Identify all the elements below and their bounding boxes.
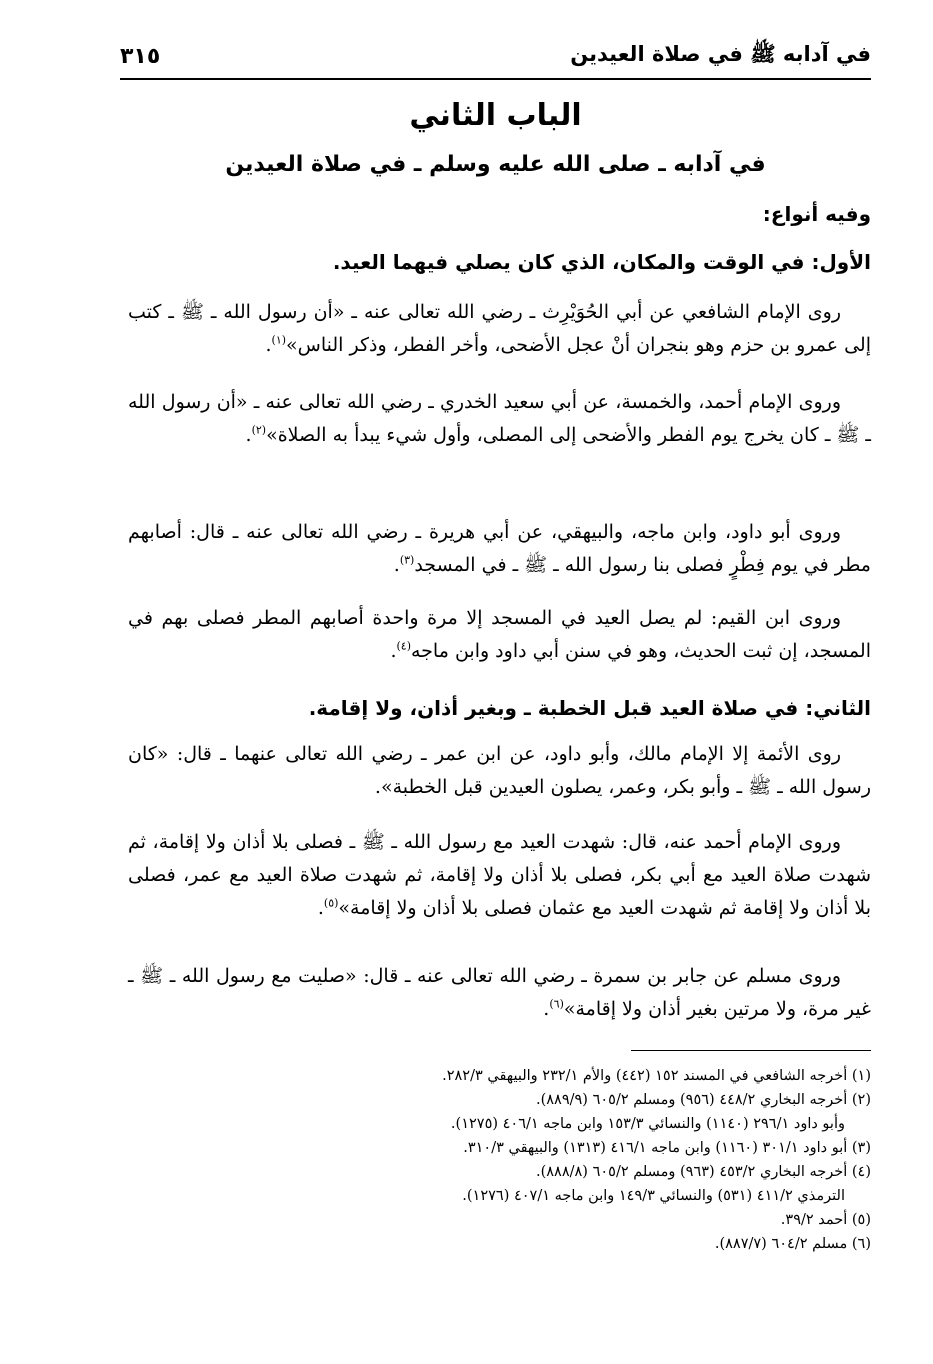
- footnote-ref-5: (٥): [323, 896, 339, 910]
- paragraph-5-text: روى الأئمة إلا الإمام مالك، وأبو داود، عن ابن عمر ـ رضي الله تعالى عنهما ـ قال: «كان رسول الله ـ ﷺ ـ وأبو بكر، وعمر، يصلون العيدين قبل الخطبة».: [128, 743, 871, 798]
- paragraph-3: وروى أبو داود، وابن ماجه، والبيهقي، عن أبي هريرة ـ رضي الله تعالى عنه ـ قال: أصابهم مطر في يوم فِطْرٍ فصلى بنا رسول الله ـ ﷺ ـ في المسجد$^{(٣)}$.: [128, 521, 871, 576]
- footnote-ref-6: (٦): [549, 997, 564, 1011]
- intro-line: [128, 198, 871, 232]
- paragraph-1-text: روى الإمام الشافعي عن أبي الحُوَيْرِث ـ رضي الله تعالى عنه ـ «أن رسول الله ـ ﷺ ـ كتب إلى عمرو بن حزم وهو بنجران أنْ عجل الأضحى، وأخر الفطر، وذكر الناس»: [128, 301, 871, 356]
- footnote-ref-4: (٤): [396, 639, 411, 653]
- running-header: [120, 34, 871, 80]
- footnote-1: (١) أخرجه الشافعي في المسند ١٥٢ (٤٤٢) والأم ٢٣٢/١ والبيهقي ٢٨٢/٣.: [442, 1068, 871, 1084]
- paragraph-2-text: وروى الإمام أحمد، والخمسة، عن أبي سعيد الخدري ـ رضي الله تعالى عنه ـ «أن رسول الله ـ ﷺ ـ كان يخرج يوم الفطر والأضحى إلى المصلى، وأول شيء يبدأ به الصلاة»: [128, 391, 871, 446]
- footnote-3: (٣) أبو داود ٣٠١/١ (١١٦٠) وابن ماجه ٤١٦/١ (١٣١٣) والبيهقي ٣١٠/٣.: [463, 1140, 871, 1156]
- paragraph-3-text: وروى أبو داود، وابن ماجه، والبيهقي، عن أبي هريرة ـ رضي الله تعالى عنه ـ قال: أصابهم مطر في يوم فِطْرٍ فصلى بنا رسول الله ـ ﷺ ـ في المسجد: [128, 521, 871, 576]
- paragraph-6: وروى الإمام أحمد عنه، قال: شهدت العيد مع رسول الله ـ ﷺ ـ فصلى بلا أذان ولا إقامة، ثم شهدت صلاة العيد مع أبي بكر، فصلى بلا أذان ولا إقامة، ثم شهدت صلاة العيد مع عمر، فصلى بلا أذان ولا إقامة ثم شهدت العيد مع عثمان فصلى بلا أذان ولا إقامة»$^{(٥)}$.: [128, 831, 871, 919]
- paragraph-4-text: وروى ابن القيم: لم يصل العيد في المسجد إلا مرة واحدة أصابهم المطر فصلى بهم في المسجد، إن ثبت الحديث، وهو في سنن أبي داود وابن ماجه: [128, 607, 871, 662]
- page-number: ٣١٥: [120, 43, 161, 69]
- footnote-2-continued: وأبو داود ٢٩٦/١ (١١٤٠) والنسائي ١٥٣/٣ وابن ماجه ٤٠٦/١ (١٢٧٥).: [450, 1116, 845, 1132]
- chapter-title: الباب الثاني: [409, 98, 582, 133]
- footnote-divider: [631, 1050, 871, 1051]
- footnote-4-continued: الترمذي ٤١١/٢ (٥٣١) والنسائي ١٤٩/٣ وابن ماجه ٤٠٧/١ (١٢٧٦).: [462, 1188, 845, 1204]
- section-1-heading: [128, 246, 871, 280]
- footnote-ref-2: (٢): [251, 423, 267, 437]
- paragraph-6-text: وروى الإمام أحمد عنه، قال: شهدت العيد مع رسول الله ـ ﷺ ـ فصلى بلا أذان ولا إقامة، ثم شهدت صلاة العيد مع أبي بكر، فصلى بلا أذان ولا إقامة، ثم شهدت صلاة العيد مع عمر، فصلى بلا أذان ولا إقامة ثم شهدت العيد مع عثمان فصلى بلا أذان ولا إقامة»: [128, 831, 871, 919]
- footnotes: [200, 1064, 871, 1256]
- paragraph-5: [128, 738, 871, 804]
- footnote-ref-1: (١): [271, 333, 287, 347]
- chapter-subtitle: في آدابه ـ صلى الله عليه وسلم ـ في صلاة العيدين: [225, 152, 766, 177]
- section-2-heading-text: الثاني: في صلاة العيد قبل الخطبة ـ وبغير أذان، ولا إقامة.: [308, 696, 871, 720]
- paragraph-1: روى الإمام الشافعي عن أبي الحُوَيْرِث ـ رضي الله تعالى عنه ـ «أن رسول الله ـ ﷺ ـ كتب إلى عمرو بن حزم وهو بنجران أنْ عجل الأضحى، وأخر الفطر، وذكر الناس»$^{(١)}$.: [128, 301, 871, 356]
- footnote-6: (٦) مسلم ٦٠٤/٢ (٨٨٧/٧).: [714, 1236, 871, 1252]
- paragraph-4: وروى ابن القيم: لم يصل العيد في المسجد إلا مرة واحدة أصابهم المطر فصلى بهم في المسجد، إن ثبت الحديث، وهو في سنن أبي داود وابن ماجه$^{(٤)}$.: [128, 607, 871, 662]
- intro-text: وفيه أنواع:: [762, 202, 871, 226]
- footnote-5: (٥) أحمد ٣٩/٢.: [780, 1212, 871, 1228]
- paragraph-2: وروى الإمام أحمد، والخمسة، عن أبي سعيد الخدري ـ رضي الله تعالى عنه ـ «أن رسول الله ـ ﷺ ـ كان يخرج يوم الفطر والأضحى إلى المصلى، وأول شيء يبدأ به الصلاة»$^{(٢)}$.: [128, 391, 871, 446]
- footnote-ref-3: (٣): [399, 553, 415, 567]
- paragraph-7: وروى مسلم عن جابر بن سمرة ـ رضي الله تعالى عنه ـ قال: «صليت مع رسول الله ـ ﷺ ـ غير مرة، ولا مرتين بغير أذان ولا إقامة»$^{(٦)}$.: [128, 965, 871, 1020]
- footnote-2: (٢) أخرجه البخاري ٤٤٨/٢ (٩٥٦) ومسلم ٦٠٥/٢ (٨٨٩/٩).: [535, 1092, 871, 1108]
- paragraph-7-text: وروى مسلم عن جابر بن سمرة ـ رضي الله تعالى عنه ـ قال: «صليت مع رسول الله ـ ﷺ ـ غير مرة، ولا مرتين بغير أذان ولا إقامة»: [128, 965, 871, 1020]
- running-title: في آدابه ﷺ في صلاة العيدين: [570, 41, 871, 66]
- footnote-4: (٤) أخرجه البخاري ٤٥٣/٢ (٩٦٣) ومسلم ٦٠٥/٢ (٨٨٨/٨).: [535, 1164, 871, 1180]
- section-1-heading-text: الأول: في الوقت والمكان، الذي كان يصلي فيهما العيد.: [332, 250, 871, 274]
- section-2-heading: [128, 692, 871, 726]
